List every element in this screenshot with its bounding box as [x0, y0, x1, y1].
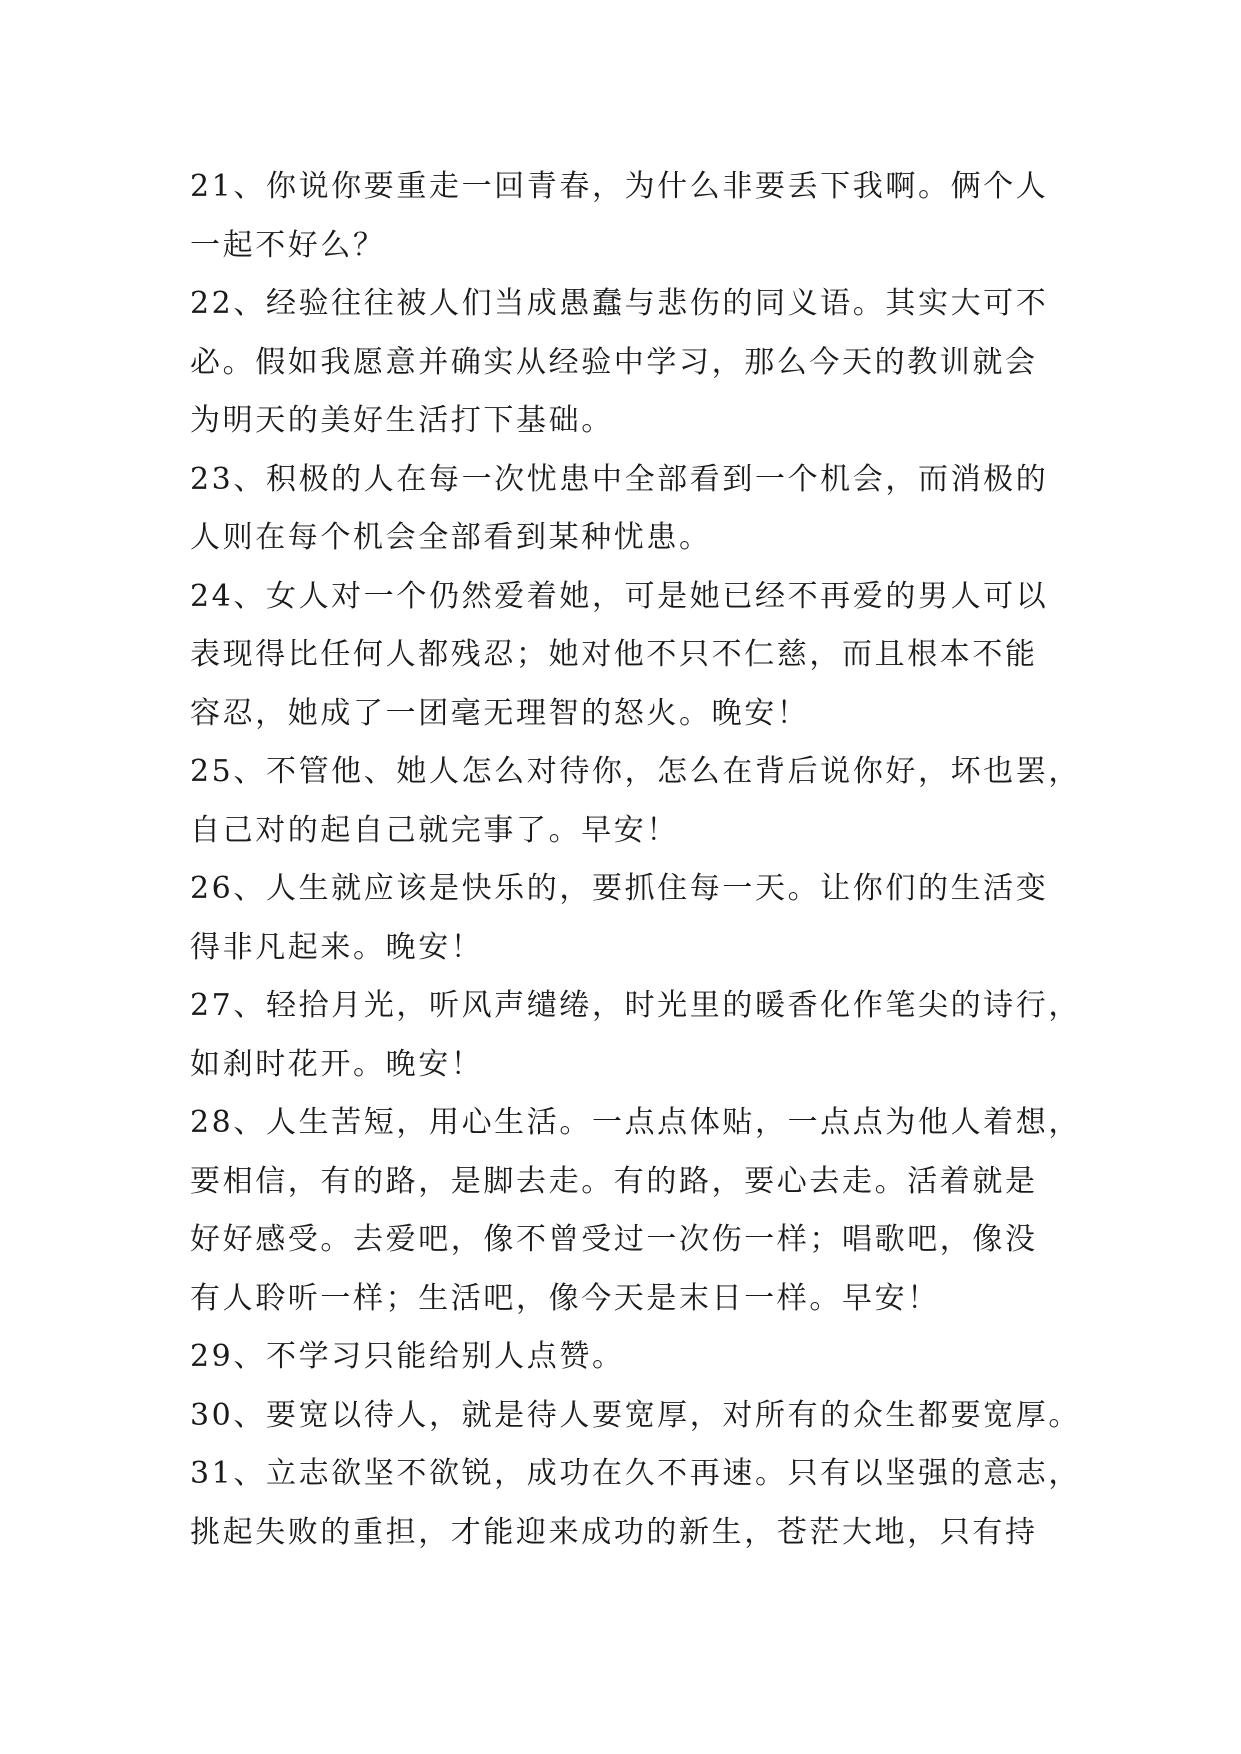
document-body — [190, 158, 1081, 1562]
text-line: 30、要宽以待人，就是待人要宽厚，对所有的众生都要宽厚。 — [190, 1397, 1081, 1433]
text-line: 自己对的起自己就完事了。早安！ — [190, 812, 679, 848]
text-line: 28、人生苦短，用心生活。一点点体贴，一点点为他人着想， — [190, 1105, 1081, 1140]
text-line: 得非凡起来。晚安！ — [190, 929, 484, 965]
text-line: 29、不学习只能给别人点赞。 — [190, 1339, 625, 1374]
text-line: 要相信，有的路，是脚去走。有的路，要心去走。活着就是 — [190, 1163, 1038, 1199]
text-line: 一起不好么？ — [190, 227, 386, 263]
text-line: 有人聆听一样；生活吧，像今天是末日一样。早安！ — [190, 1280, 940, 1316]
text-line: 22、经验往往被人们当成愚蠢与悲伤的同义语。其实大可不 — [190, 286, 1049, 321]
text-line: 27、轻拾月光，听风声缱绻，时光里的暖香化作笔尖的诗行， — [190, 988, 1081, 1023]
text-line: 好好感受。去爱吧，像不曾受过一次伤一样；唱歌吧，像没 — [190, 1222, 1038, 1257]
text-line: 挑起失败的重担，才能迎来成功的新生，苍茫大地，只有持 — [190, 1514, 1038, 1550]
text-line: 21、你说你要重走一回青春，为什么非要丢下我啊。俩个人 — [190, 169, 1049, 204]
text-line: 为明天的美好生活打下基础。 — [190, 403, 614, 438]
text-line: 23、积极的人在每一次忧患中全部看到一个机会，而消极的 — [190, 461, 1049, 497]
text-line: 31、立志欲坚不欲锐，成功在久不再速。只有以坚强的意志， — [190, 1456, 1081, 1491]
text-line: 必。假如我愿意并确实从经验中学习，那么今天的教训就会 — [190, 344, 1038, 380]
text-line: 表现得比任何人都残忍；她对他不只不仁慈，而且根本不能 — [190, 637, 1038, 672]
text-line: 24、女人对一个仍然爱着她，可是她已经不再爱的男人可以 — [190, 578, 1049, 614]
text-line: 如刹时花开。晚安！ — [190, 1046, 484, 1082]
text-line: 26、人生就应该是快乐的，要抓住每一天。让你们的生活变 — [190, 871, 1049, 906]
text-line: 容忍，她成了一团毫无理智的怒火。晚安！ — [190, 695, 810, 731]
text-line: 25、不管他、她人怎么对待你，怎么在背后说你好，坏也罢， — [190, 754, 1081, 789]
text-line: 人则在每个机会全部看到某种忧患。 — [190, 520, 712, 555]
